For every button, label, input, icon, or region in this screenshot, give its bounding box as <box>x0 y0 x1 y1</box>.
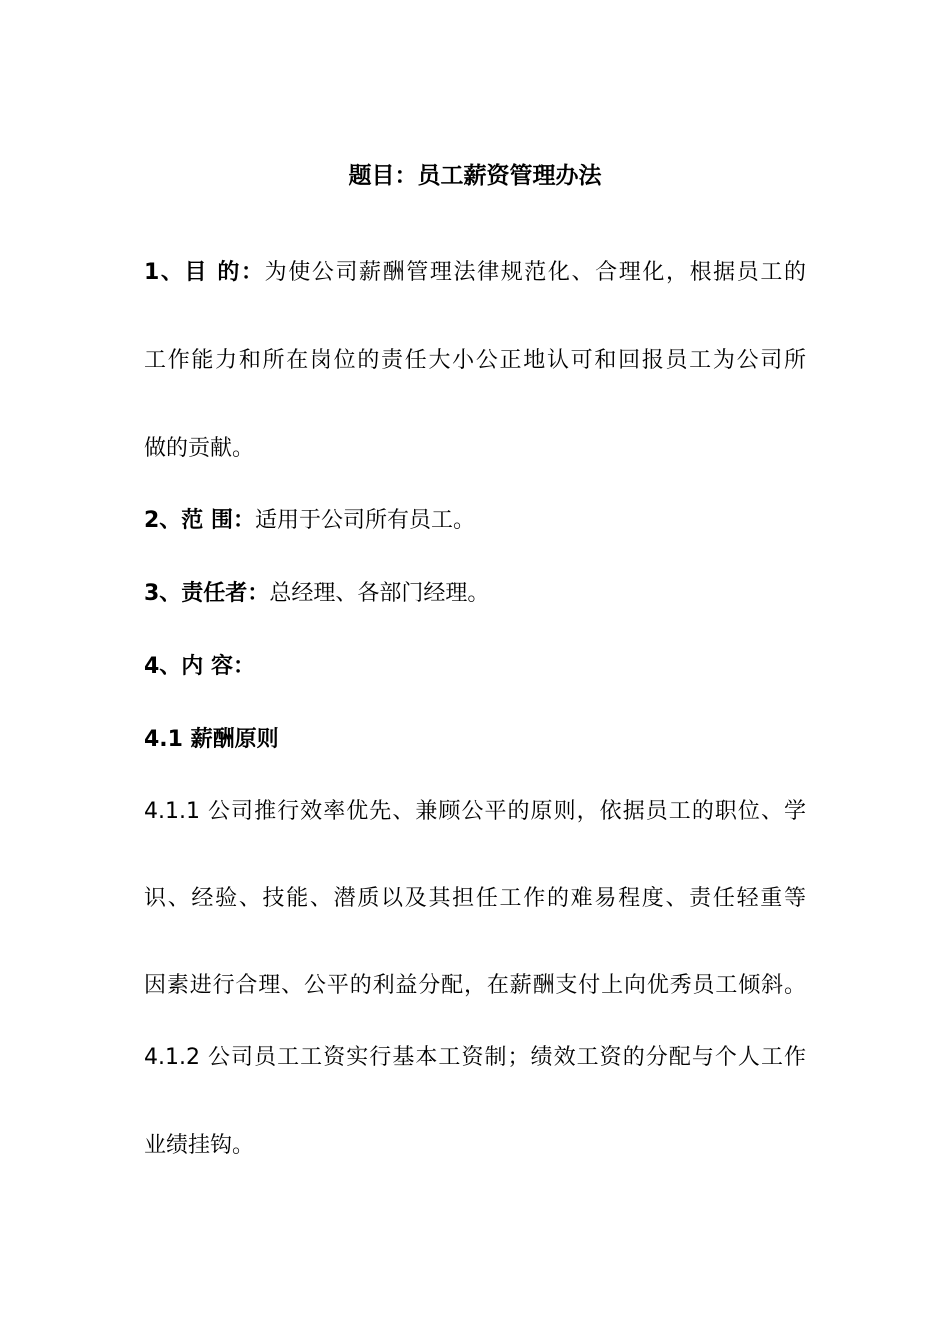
scope-line <box>144 506 806 536</box>
purpose-text-1: 为使公司薪酬管理法律规范化、合理化，根据员工的 <box>264 260 806 285</box>
scope-label: 2、范 围： <box>144 508 255 533</box>
responsible-text: 总经理、各部门经理。 <box>269 581 490 606</box>
scope-text: 适用于公司所有员工。 <box>254 508 475 533</box>
purpose-label: 1、目 的： <box>144 260 265 285</box>
content-label: 4、内 容： <box>144 654 255 679</box>
clause-4-1-1-line-1: 4.1.1 公司推行效率优先、兼顾公平的原则，依据员工的职位、学 <box>144 799 806 824</box>
purpose-line-3: 做的贡献。 <box>144 436 255 461</box>
clause-4-1-1-line-3: 因素进行合理、公平的利益分配，在薪酬支付上向优秀员工倾斜。 <box>144 973 806 998</box>
responsible-line <box>144 579 806 609</box>
clause-4-1-2-line-2: 业绩挂钩。 <box>144 1133 255 1158</box>
purpose-line-1 <box>144 258 806 288</box>
responsible-label: 3、责任者： <box>144 581 270 606</box>
clause-4-1-2-line-1: 4.1.2 公司员工工资实行基本工资制；绩效工资的分配与个人工作 <box>144 1045 806 1070</box>
principle-heading: 4.1 薪酬原则 <box>144 727 279 752</box>
purpose-line-2: 工作能力和所在岗位的责任大小公正地认可和回报员工为公司所 <box>144 348 806 373</box>
clause-4-1-1-line-2: 识、经验、技能、潜质以及其担任工作的难易程度、责任轻重等 <box>144 886 806 911</box>
document-title: 题目：员工薪资管理办法 <box>348 163 602 189</box>
